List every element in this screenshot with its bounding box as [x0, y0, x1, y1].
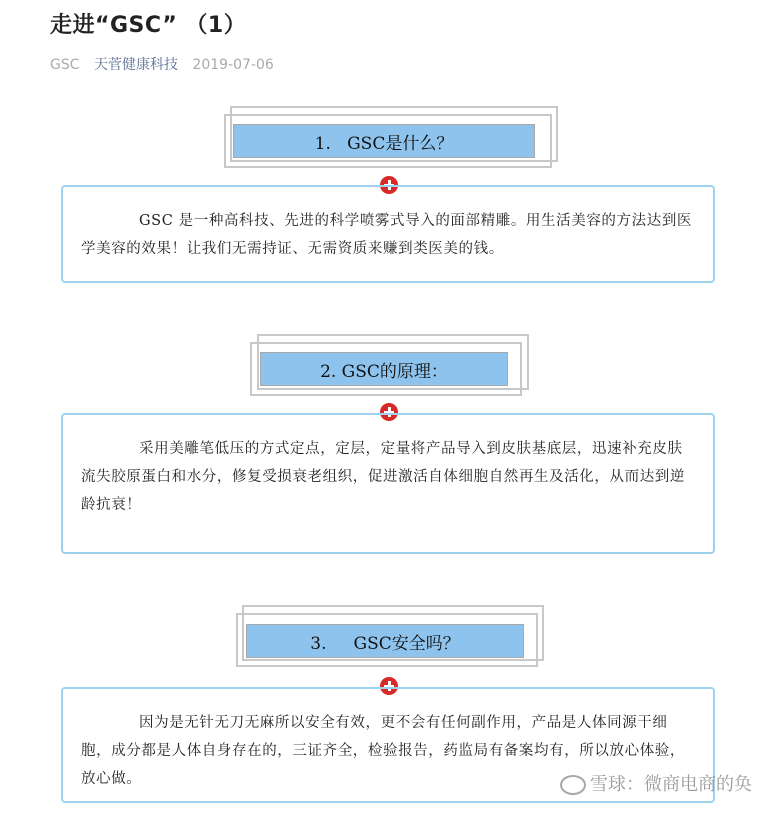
section-heading: 2. GSC的原理：	[260, 352, 508, 386]
article-source: GSC	[50, 57, 80, 73]
snowball-logo-icon	[560, 775, 586, 795]
section-body-text: GSC 是一种高科技、先进的科学喷雾式导入的面部精雕。用生活美容的方法达到医学美容的效果！让我们无需持证、无需资质来赚到类医美的钱。	[81, 213, 693, 257]
publish-date: 2019-07-06	[192, 57, 274, 73]
section-body-box	[61, 413, 715, 554]
watermark	[560, 770, 752, 796]
article-meta	[50, 54, 274, 74]
section-body-box	[61, 185, 715, 283]
section-body-text: 因为是无针无刀无麻所以安全有效，更不会有任何副作用，产品是人体同源干细胞，成分都是人体自身存在的，三证齐全，检验报告，药监局有备案均有，所以放心体验，放心做。	[81, 715, 685, 787]
author-link[interactable]: 天菅健康科技	[93, 57, 178, 73]
watermark-text: 雪球：微商电商的奂	[590, 774, 752, 795]
article-title: 走进“GSC” （1）	[50, 13, 247, 38]
section-heading: 1. GSC是什么？	[233, 124, 535, 158]
section-body-text: 采用美雕笔低压的方式定点，定层，定量将产品导入到皮肤基底层，迅速补充皮肤流失胶原蛋白和水分，修复受损衰老组织，促进激活自体细胞自然再生及活化，从而达到逆龄抗衰！	[81, 441, 685, 513]
section-heading: 3. GSC安全吗？	[246, 624, 524, 658]
